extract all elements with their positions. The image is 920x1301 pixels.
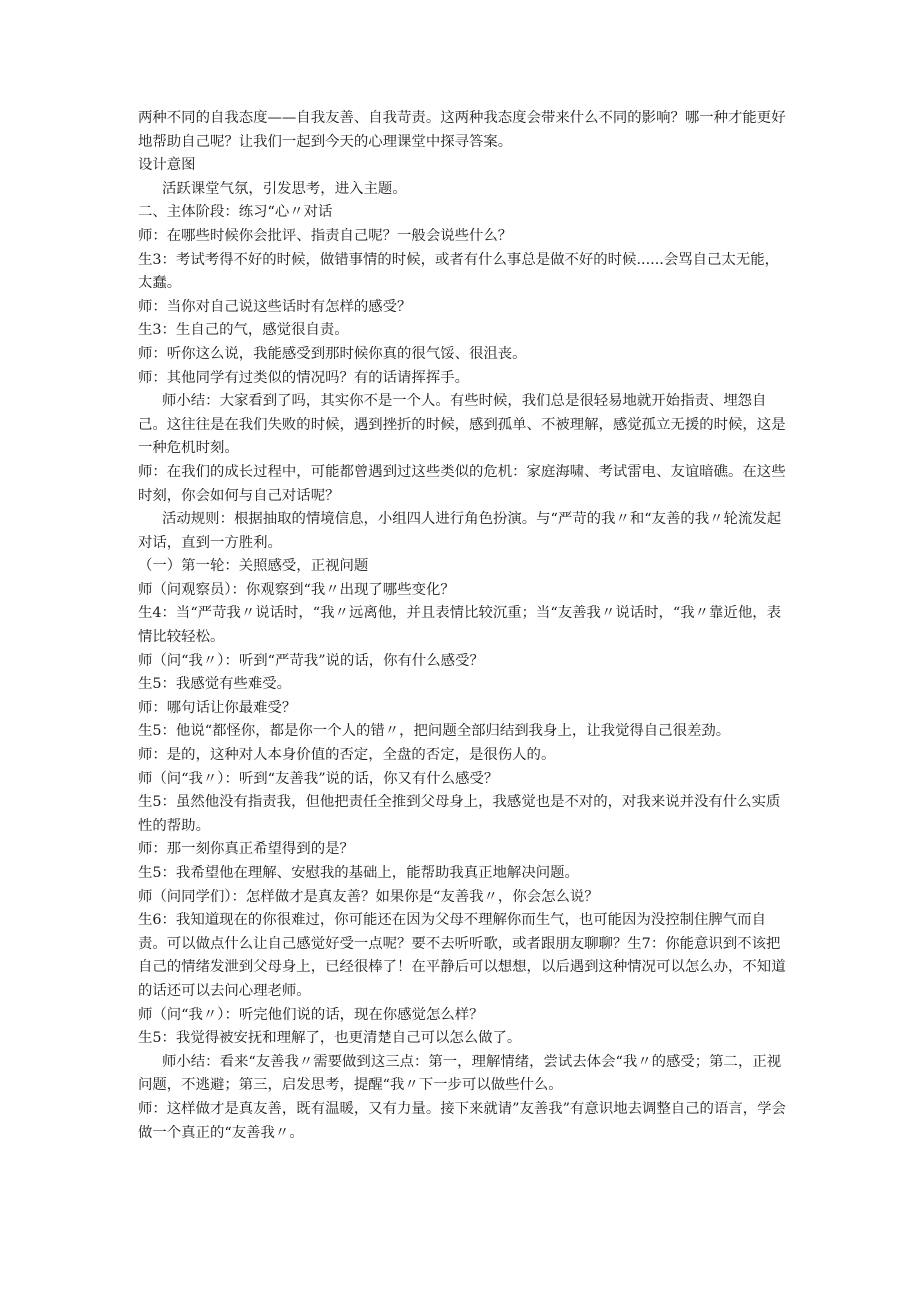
paragraph: 师：在我们的成长过程中，可能都曾遇到过这些类似的危机：家庭海啸、考试雷电、友谊暗礁。在这些时刻，你会如何与自己对话呢？	[138, 463, 786, 504]
paragraph: 生5：我感觉有些难受。	[138, 676, 292, 693]
paragraph: 师（问“我〃）：听到“友善我”说的话，你又有什么感受？	[138, 770, 499, 787]
paragraph: 生5：我觉得被安抚和理解了，也更清楚自己可以怎么做了。	[138, 1030, 522, 1047]
paragraph: 活跃课堂气氛，引发思考，进入主题。	[162, 180, 407, 197]
paragraph: 生5：他说“都怪你，都是你一个人的错〃，把问题全部归结到我身上，让我觉得自己很差劲。	[138, 723, 731, 740]
paragraph: 二、主体阶段：练习“心〃对话	[138, 204, 333, 221]
paragraph: 生4：当“严苛我〃说话时，“我〃远离他，并且表情比较沉重；当“友善我〃说话时，“我〃靠近他，表情比较轻松。	[138, 605, 781, 646]
paragraph: 师：是的，这种对人本身价值的否定，全盘的否定，是很伤人的。	[138, 747, 556, 764]
paragraph: 生5：虽然他没有指责我，但他把责任全推到父母身上，我感觉也是不对的，对我来说并没有什么实质性的帮助。	[138, 794, 781, 834]
paragraph: 师（问“我〃）：听完他们说的话，现在你感觉怎么样？	[138, 1006, 484, 1023]
paragraph: 师（问“我〃）：听到“严苛我”说的话，你有什么感受？	[138, 652, 484, 669]
paragraph: 两种不同的自我态度——自我友善、自我苛责。这两种我态度会带来什么不同的影响？哪一种才能更好地帮助自己呢？让我们一起到今天的心理课堂中探寻答案。	[138, 110, 786, 150]
paragraph: 师：那一刻你真正希望得到的是？	[138, 841, 354, 858]
paragraph: 师（问观察员）：你观察到“我〃出现了哪些变化？	[138, 581, 455, 598]
document-body	[138, 107, 788, 1145]
paragraph: 活动规则：根据抽取的情境信息，小组四人进行角色扮演。与“严苛的我〃和“友善的我〃轮流发起对话，直到一方胜利。	[138, 511, 782, 551]
paragraph: 师小结：看来“友善我〃需要做到这三点：第一，理解情绪，尝试去体会“我〃的感受；第二，正视问题，不逃避；第三，启发思考，提醒“我〃下一步可以做些什么。	[138, 1053, 782, 1094]
paragraph: （一）第一轮：关照感受，正视问题	[138, 558, 369, 575]
paragraph: 师：哪句话让你最难受？	[138, 699, 297, 716]
paragraph: 师小结：大家看到了吗，其实你不是一个人。有些时候，我们总是很轻易地就开始指责、埋怨自己。这往往是在我们失败的时候，遇到挫折的时候，感到孤单、不被理解，感觉孤立无援的时候，这是一种危机时刻。	[138, 393, 786, 457]
paragraph: 师：在哪些时候你会批评、指责自己呢？一般会说些什么？	[138, 227, 513, 244]
paragraph: 师：听你这么说，我能感受到那时候你真的很气馁、很沮丧。	[138, 345, 527, 362]
paragraph: 师：这样做才是真友善，既有温暖，又有力量。接下来就请”友善我”有意识地去调整自己的语言，学会做一个真正的“友善我〃。	[138, 1100, 786, 1141]
paragraph: 师（问同学们）：怎样做才是真友善？如果你是“友善我〃，你会怎么说？	[138, 888, 599, 905]
paragraph: 生3：生自己的气，感觉很自责。	[138, 322, 349, 339]
paragraph: 师：其他同学有过类似的情况吗？有的话请挥挥手。	[138, 369, 469, 386]
paragraph: 师：当你对自己说这些话时有怎样的感受？	[138, 298, 412, 315]
paragraph: 生5：我希望他在理解、安慰我的基础上，能帮助我真正地解决问题。	[138, 865, 579, 881]
paragraph: 设计意图	[138, 157, 196, 174]
paragraph: 生6：我知道现在的你很难过，你可能还在因为父母不理解你而生气，也可能因为没控制住脾气而自责。可以做点什么让自己感觉好受一点呢？要不去听听歌，或者跟朋友聊聊？生7：你能意识到不该把自己的情绪发泄到父母身上，已经很棒了！在平静后可以想想，以后遇到这种情况可以怎么办，不知道的话还可以去问心理老师。	[138, 912, 786, 999]
paragraph: 生3：考试考得不好的时候，做错事情的时候，或者有什么事总是做不好的时候......会骂自己太无能，太蠢。	[138, 251, 780, 292]
